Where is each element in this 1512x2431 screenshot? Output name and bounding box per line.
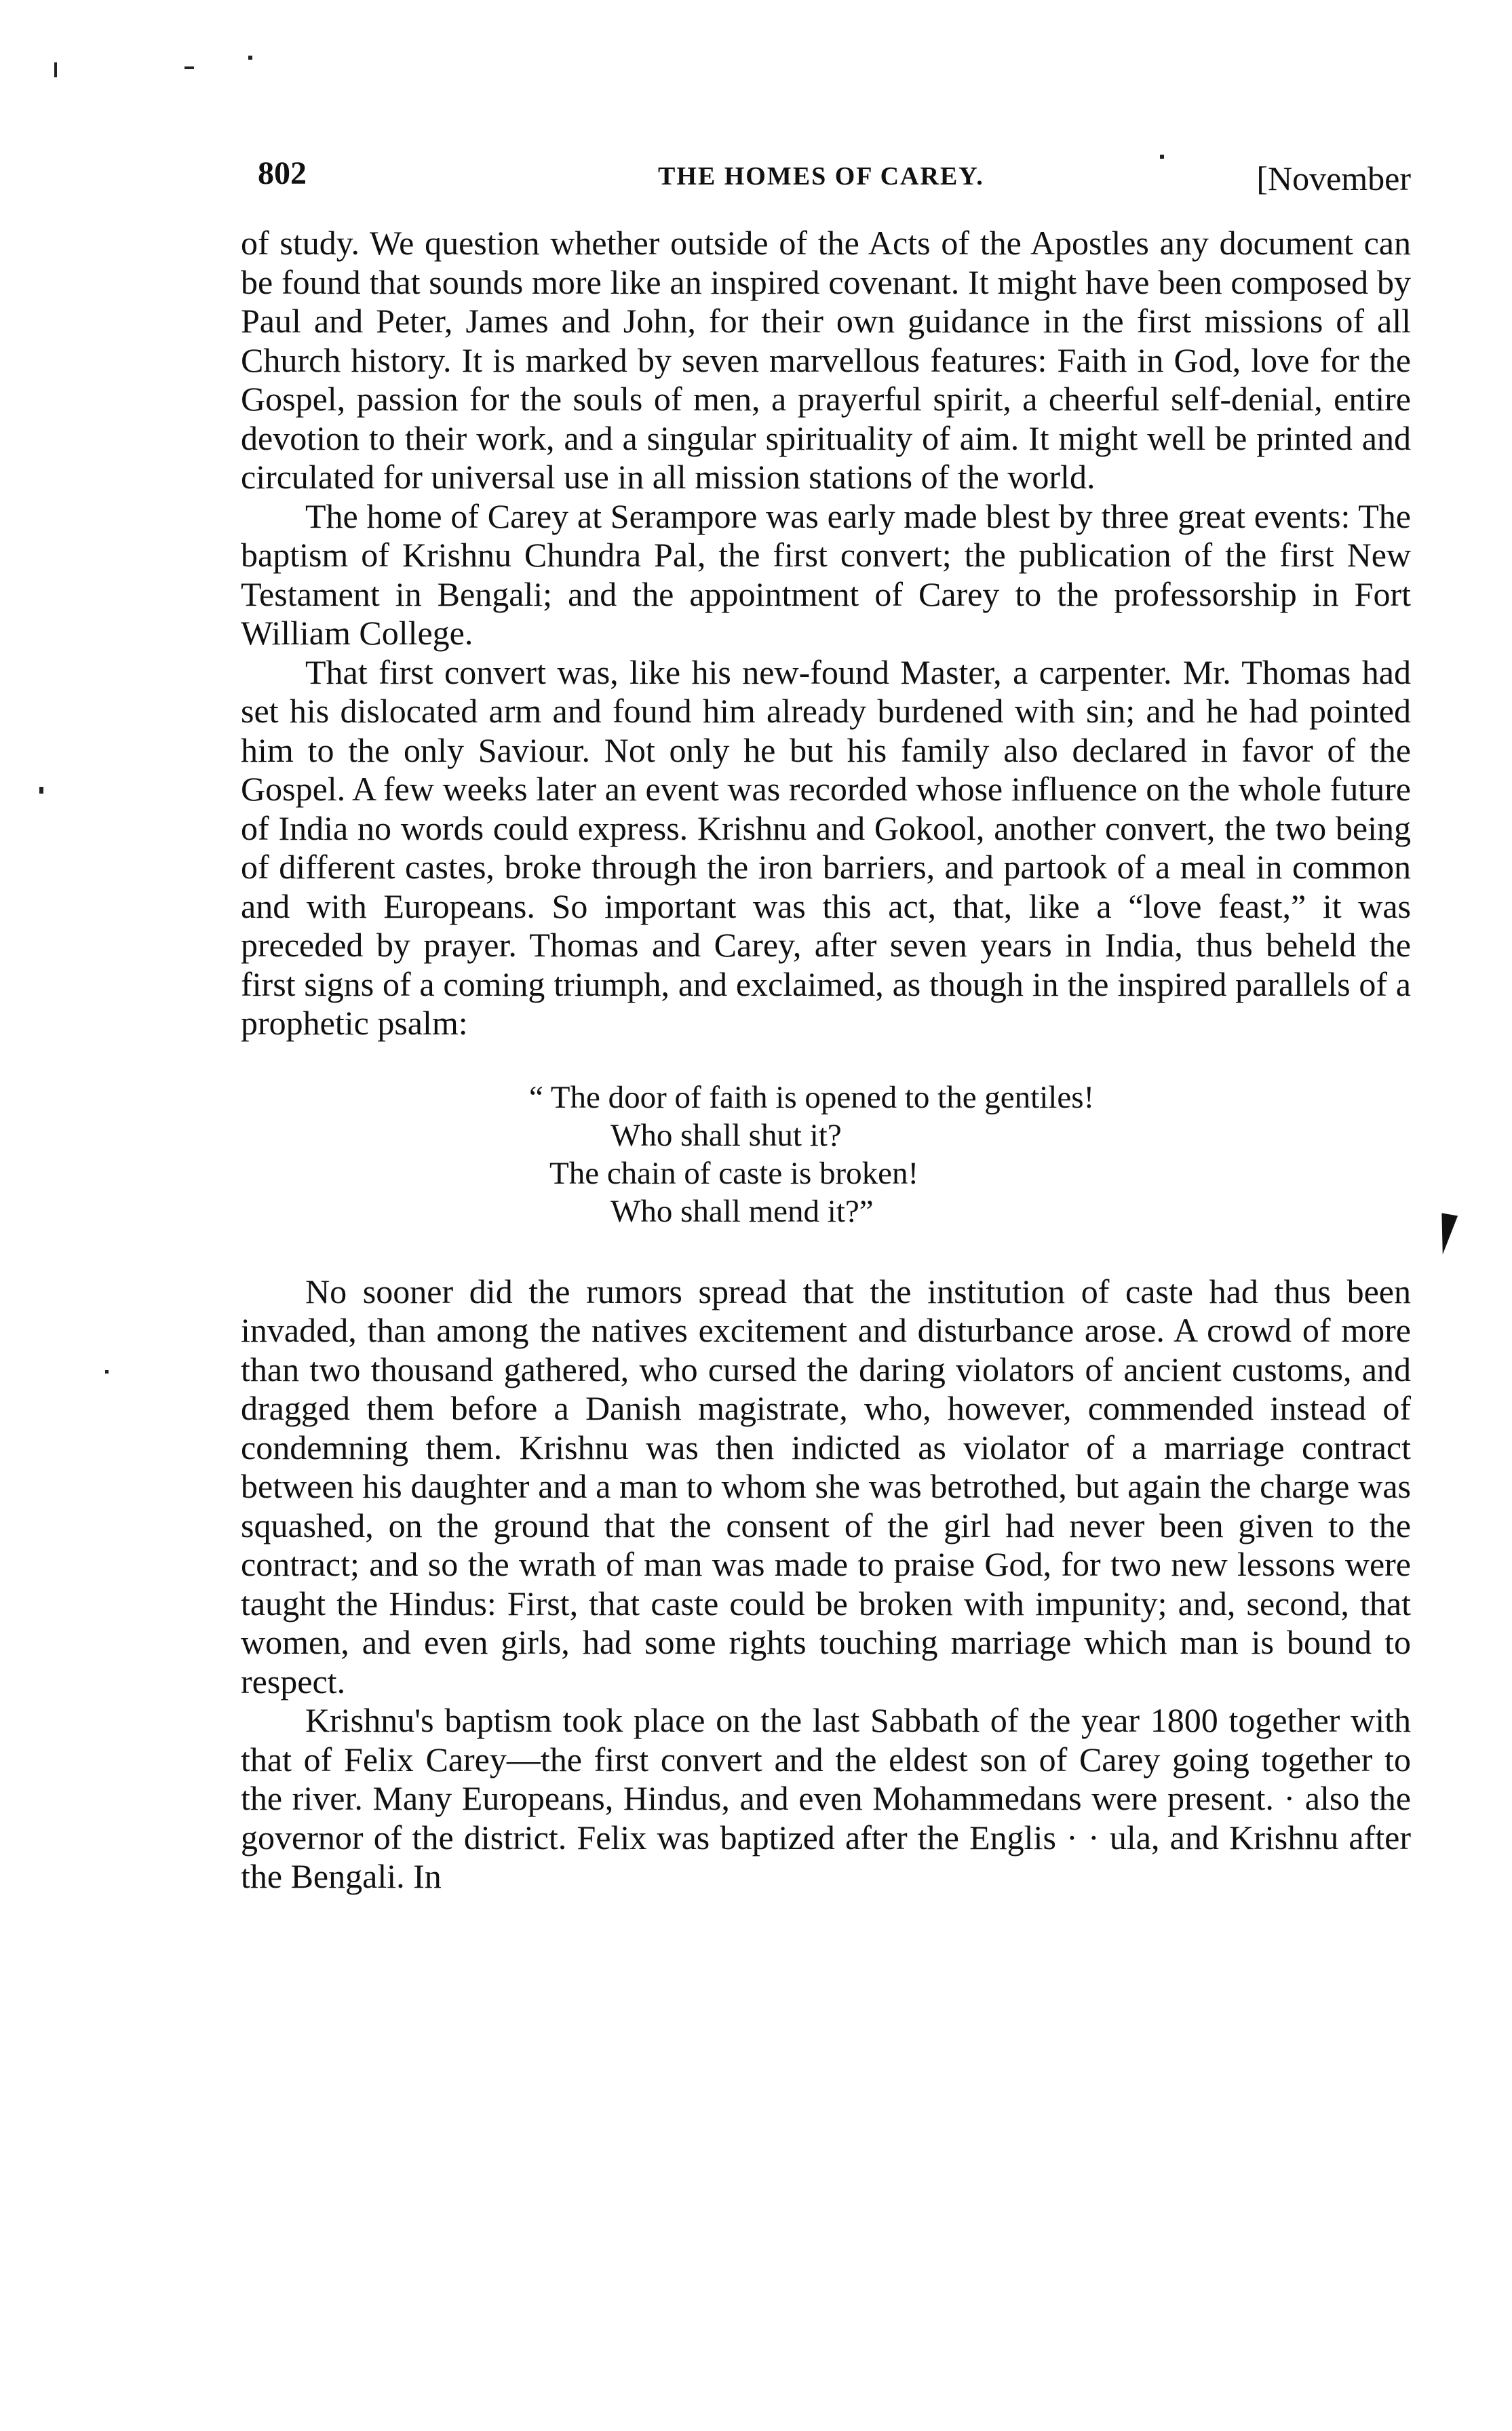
paragraph-2: The home of Carey at Serampore was early made blest by three great events: The baptism of Krishnu Chundra Pal, the first convert; the publication of the first New Testament in Bengali; and the appointment of Carey to the professorship in Fort William College. — [241, 497, 1411, 652]
block-quote — [241, 1078, 1411, 1230]
scan-speck — [185, 66, 194, 69]
scan-speck — [248, 56, 252, 60]
page-number: 802 — [258, 155, 307, 191]
scan-speck — [54, 62, 57, 77]
quote-line: “ The door of faith is opened to the gentiles! — [529, 1079, 1095, 1115]
quote-line: Who shall mend it?” — [610, 1193, 874, 1229]
paragraph-1: of study. We question whether outside of the Acts of the Apostles any document can be found that sounds more like an inspired covenant. It might have been composed by Paul and Peter, James and John, for their own guidance in the first missions of all Church history. It is marked by seven marvellous features: Faith in God, love for the Gospel, passion for the souls of men, a prayerful spirit, a cheerful self-denial, entire devotion to their work, and a singular spirituality of aim. It might well be printed and circulated for universal use in all mission stations of the world. — [241, 224, 1411, 496]
scan-speck — [39, 787, 43, 794]
paragraph-3: That first convert was, like his new-found Master, a carpenter. Mr. Thomas had set his dislocated arm and found him already burdened with sin; and he had pointed him to the only Saviour. Not only he but his family also declared in favor of the Gospel. A few weeks later an event was recorded whose influence on the whole future of India no words could express. Krishnu and Gokool, another convert, the two being of different castes, broke through the iron barriers, and partook of a meal in common and with Europeans. So important was this act, that, like a “love feast,” it was preceded by prayer. Thomas and Carey, after seven years in India, thus beheld the first signs of a coming triumph, and exclaimed, as though in the inspired parallels of a prophetic psalm: — [241, 653, 1411, 1042]
paragraph-4: No sooner did the rumors spread that the institution of caste had thus been invaded, than among the natives excitement and disturbance arose. A crowd of more than two thousand gathered, who cursed the daring violators of ancient customs, and dragged them before a Danish magistrate, who, however, commended instead of condemning them. Krishnu was then indicted as violator of a marriage contract between his daughter and a man to whom she was betrothed, but again the charge was squashed, on the ground that the consent of the girl had never been given to the contract; and so the wrath of man was made to praise God, for two new lessons were taught the Hindus: First, that caste could be broken with impunity; and, second, that women, and even girls, had some rights touching marriage which man is bound to respect. — [241, 1272, 1411, 1700]
running-title: THE HOMES OF CAREY. — [658, 162, 984, 191]
paragraph-5: Krishnu's baptism took place on the last Sabbath of the year 1800 together with that of Felix Carey—the first convert and the eldest son of Carey going together to the river. Many Europeans, Hindus, and even Mohammedans were present. · also the governor of the district. Felix was baptized after the Englis · · ula, and Krishnu after the Bengali. In — [241, 1701, 1411, 1895]
scan-speck — [105, 1370, 109, 1374]
quote-line: Who shall shut it? — [610, 1117, 842, 1153]
margin-ink-mark — [1435, 1213, 1458, 1256]
body-text — [241, 224, 1411, 1897]
running-month: [November — [1256, 159, 1411, 197]
running-header — [258, 155, 1411, 209]
scan-speck — [1160, 155, 1164, 159]
quote-line: The chain of caste is broken! — [549, 1155, 919, 1191]
